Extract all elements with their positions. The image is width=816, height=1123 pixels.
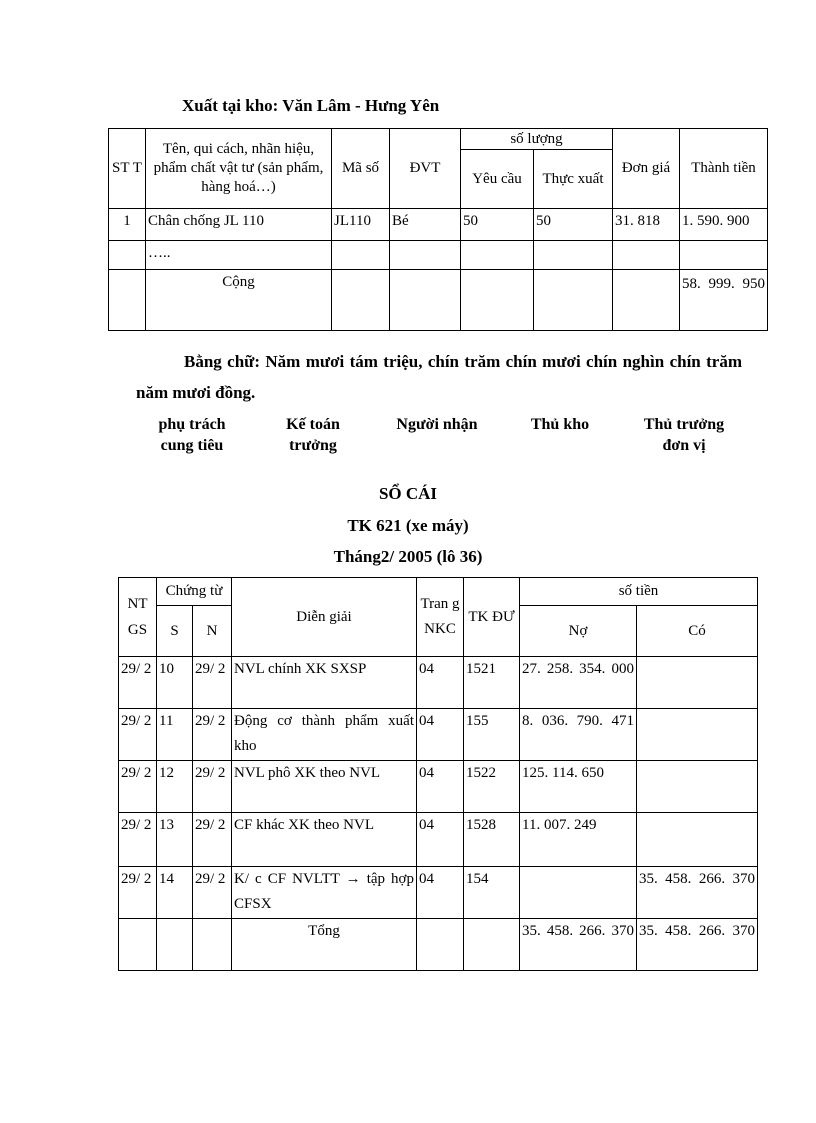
total-label: Tổng xyxy=(232,919,417,971)
table-row xyxy=(119,813,758,867)
header-code: Mã số xyxy=(332,129,390,209)
cell-code: JL110 xyxy=(332,209,390,241)
cell-n: 29/ 2 xyxy=(193,709,232,761)
cell-n: 29/ 2 xyxy=(193,867,232,919)
cell-name: ….. xyxy=(146,241,332,270)
cell-debit: 27. 258. 354. 000 xyxy=(520,657,637,709)
cell-page: 04 xyxy=(417,761,464,813)
cell-credit xyxy=(637,813,758,867)
cell-debit: 8. 036. 790. 471 xyxy=(520,709,637,761)
cell-desc: NVL chính XK SXSP xyxy=(232,657,417,709)
cell-page: 04 xyxy=(417,867,464,919)
cell-debit xyxy=(520,867,637,919)
cell-page: 04 xyxy=(417,657,464,709)
cell-tk: 1522 xyxy=(464,761,520,813)
table-row xyxy=(119,761,758,813)
cell-desc: K/ c CF NVLTT → tập hợp CFSX xyxy=(232,867,417,919)
header-voucher: Chứng từ xyxy=(157,578,232,606)
cell-tk: 1521 xyxy=(464,657,520,709)
cell-n: 29/ 2 xyxy=(193,813,232,867)
cell-page: 04 xyxy=(417,709,464,761)
signature-director: Thủ trưởng đơn vị xyxy=(643,416,725,454)
signature-supply: phụ trách cung tiêu xyxy=(158,416,226,454)
cell-ntgs: 29/ 2 xyxy=(119,709,157,761)
header-qty-req: Yêu cầu xyxy=(461,150,534,209)
cell-s: 12 xyxy=(157,761,193,813)
cell-s: 14 xyxy=(157,867,193,919)
cell-ntgs: 29/ 2 xyxy=(119,761,157,813)
cell-s: 10 xyxy=(157,657,193,709)
cell-tk: 154 xyxy=(464,867,520,919)
table-row xyxy=(109,209,768,241)
header-tk: TK ĐƯ xyxy=(464,578,520,657)
ledger-table xyxy=(118,577,758,971)
cell-ntgs: 29/ 2 xyxy=(119,813,157,867)
cell-credit xyxy=(637,657,758,709)
cell-debit: 11. 007. 249 xyxy=(520,813,637,867)
header-qty: số lượng xyxy=(461,129,613,150)
cell-tk: 1528 xyxy=(464,813,520,867)
cell-desc: Động cơ thành phẩm xuất kho xyxy=(232,709,417,761)
cell-ntgs: 29/ 2 xyxy=(119,867,157,919)
header-amount: Thành tiền xyxy=(680,129,768,209)
header-page: Tran g NKC xyxy=(417,578,464,657)
signature-storekeeper: Thủ kho xyxy=(530,416,590,433)
cell-page: 04 xyxy=(417,813,464,867)
header-debit: Nợ xyxy=(520,606,637,657)
table-row xyxy=(119,709,758,761)
cell-amount: 1. 590. 900 xyxy=(680,209,768,241)
header-n: N xyxy=(193,606,232,657)
cell-credit xyxy=(637,761,758,813)
cell-debit: 125. 114. 650 xyxy=(520,761,637,813)
table-row xyxy=(119,657,758,709)
cell-s: 11 xyxy=(157,709,193,761)
cell-act: 50 xyxy=(534,209,613,241)
ledger-period: Tháng2/ 2005 (lô 36) xyxy=(333,547,483,566)
total-amount: 58. 999. 950 xyxy=(680,270,768,331)
total-debit: 35. 458. 266. 370 xyxy=(520,919,637,971)
header-unit: ĐVT xyxy=(390,129,461,209)
table-row xyxy=(109,241,768,270)
header-credit: Có xyxy=(637,606,758,657)
cell-s: 13 xyxy=(157,813,193,867)
issue-table xyxy=(108,128,768,331)
cell-credit xyxy=(637,709,758,761)
table-row-total xyxy=(119,919,758,971)
warehouse-label: Xuất tại kho: Văn Lâm - Hưng Yên xyxy=(182,96,440,115)
cell-n: 29/ 2 xyxy=(193,761,232,813)
header-qty-act: Thực xuất xyxy=(534,150,613,209)
cell-tk: 155 xyxy=(464,709,520,761)
cell-req: 50 xyxy=(461,209,534,241)
cell-stt: 1 xyxy=(109,209,146,241)
header-s: S xyxy=(157,606,193,657)
table-row xyxy=(119,867,758,919)
header-name: Tên, qui cách, nhãn hiệu, phẩm chất vật tư (sản phẩm, hàng hoá…) xyxy=(146,129,332,209)
cell-n: 29/ 2 xyxy=(193,657,232,709)
signature-accountant: Kế toán trưởng xyxy=(286,416,340,454)
cell-credit: 35. 458. 266. 370 xyxy=(637,867,758,919)
header-amount: số tiền xyxy=(520,578,758,606)
cell-name: Chân chống JL 110 xyxy=(146,209,332,241)
header-desc: Diễn giải xyxy=(232,578,417,657)
cell-price: 31. 818 xyxy=(613,209,680,241)
signature-receiver: Người nhận xyxy=(396,416,478,433)
ledger-account: TK 621 (xe máy) xyxy=(347,516,469,535)
ledger-title: SỔ CÁI xyxy=(378,484,438,503)
cell-desc: CF khác XK theo NVL xyxy=(232,813,417,867)
cell-desc: NVL phô XK theo NVL xyxy=(232,761,417,813)
cell-unit: Bé xyxy=(390,209,461,241)
amount-in-words: Bằng chữ: Năm mươi tám triệu, chín trăm chín mươi chín nghìn chín trăm năm mươi đồng. xyxy=(136,352,742,402)
table-row-total xyxy=(109,270,768,331)
header-ntgs: NT GS xyxy=(119,578,157,657)
header-stt: ST T xyxy=(109,129,146,209)
cell-ntgs: 29/ 2 xyxy=(119,657,157,709)
total-label: Cộng xyxy=(146,270,332,331)
header-price: Đơn giá xyxy=(613,129,680,209)
total-credit: 35. 458. 266. 370 xyxy=(637,919,758,971)
